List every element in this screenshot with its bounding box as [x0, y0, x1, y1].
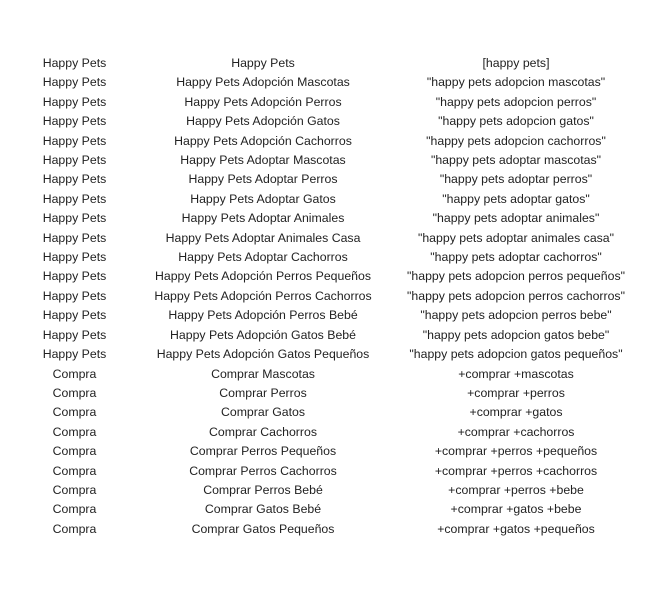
ad-group-cell: Happy Pets [42, 133, 107, 148]
match-type-cell: +comprar +perros +pequeños [434, 444, 598, 459]
match-type-cell: "happy pets adopcion gatos pequeños" [409, 347, 623, 362]
ad-group-cell: Happy Pets [42, 211, 107, 226]
match-type-cell: "happy pets adopcion gatos" [438, 114, 594, 129]
keyword-cell: Happy Pets Adopción Cachorros [174, 133, 352, 148]
ad-group-cell: Happy Pets [42, 191, 107, 206]
table-row [0, 112, 655, 131]
match-type-cell: "happy pets adopcion cachorros" [426, 133, 606, 148]
match-type-cell: +comprar +gatos +bebe [450, 502, 582, 517]
table-row [0, 190, 655, 209]
table-row [0, 170, 655, 189]
keyword-cell: Happy Pets Adopción Perros Pequeños [154, 269, 372, 284]
keyword-cell: Happy Pets Adopción Gatos Pequeños [156, 347, 370, 362]
match-type-cell: +comprar +perros [467, 385, 565, 400]
match-type-cell: +comprar +mascotas [458, 366, 574, 381]
keyword-cell: Happy Pets Adopción Mascotas [176, 75, 350, 90]
match-type-cell: "happy pets adopcion perros" [435, 94, 597, 109]
match-type-cell: "happy pets adoptar perros" [439, 172, 593, 187]
ad-group-cell: Compra [52, 502, 97, 517]
match-type-cell: "happy pets adoptar animales" [432, 211, 600, 226]
match-type-cell: "happy pets adoptar cachorros" [430, 250, 602, 265]
keyword-cell: Happy Pets Adoptar Cachorros [178, 250, 348, 265]
match-type-cell: "happy pets adopcion perros pequeños" [407, 269, 625, 284]
ad-group-cell: Compra [52, 385, 97, 400]
table-row [0, 306, 655, 325]
keyword-cell: Comprar Perros Bebé [203, 482, 323, 497]
ad-group-cell: Happy Pets [42, 114, 107, 129]
table-row [0, 73, 655, 92]
ad-group-cell: Happy Pets [42, 269, 107, 284]
match-type-cell: [happy pets] [482, 56, 550, 70]
match-type-cell: +comprar +perros +cachorros [434, 463, 598, 478]
ad-group-cell: Compra [52, 424, 97, 439]
ad-group-cell: Happy Pets [42, 308, 107, 323]
keyword-cell: Happy Pets Adopción Gatos Bebé [170, 327, 356, 342]
table-row [0, 481, 655, 500]
ad-group-cell: Compra [52, 444, 97, 459]
ad-group-cell: Compra [52, 366, 97, 381]
match-type-cell: "happy pets adopcion mascotas" [426, 75, 606, 90]
match-type-cell: "happy pets adopcion perros bebe" [420, 308, 612, 323]
ad-group-cell: Happy Pets [42, 75, 107, 90]
ad-group-cell: Happy Pets [42, 250, 107, 265]
table-row [0, 267, 655, 286]
keyword-cell: Comprar Perros Pequeños [189, 444, 337, 459]
match-type-cell: +comprar +gatos [469, 405, 563, 420]
ad-group-cell: Happy Pets [42, 327, 107, 342]
keyword-table-body [0, 54, 655, 539]
match-type-cell: "happy pets adoptar animales casa" [417, 230, 615, 245]
keyword-cell: Happy Pets Adoptar Gatos [190, 191, 336, 206]
match-type-cell: +comprar +cachorros [457, 424, 575, 439]
table-row [0, 209, 655, 228]
keyword-cell: Happy Pets Adoptar Perros [188, 172, 338, 187]
ad-group-cell: Happy Pets [42, 288, 107, 303]
ad-group-cell: Happy Pets [42, 94, 107, 109]
match-type-cell: "happy pets adoptar mascotas" [430, 153, 602, 168]
keyword-cell: Comprar Cachorros [209, 424, 317, 439]
keyword-cell: Comprar Perros Cachorros [189, 463, 337, 478]
table-row [0, 151, 655, 170]
table-row [0, 326, 655, 345]
table-row [0, 500, 655, 519]
table-row [0, 229, 655, 248]
match-type-cell: +comprar +gatos +pequeños [437, 521, 595, 536]
table-row [0, 462, 655, 481]
keyword-cell: Happy Pets Adopción Gatos [186, 114, 340, 129]
ad-group-cell: Compra [52, 482, 97, 497]
table-row [0, 423, 655, 442]
table-row [0, 403, 655, 422]
keyword-cell: Comprar Perros [219, 385, 307, 400]
keyword-cell: Happy Pets Adoptar Animales [181, 211, 345, 226]
keyword-cell: Happy Pets Adoptar Mascotas [180, 153, 346, 168]
table-row [0, 54, 655, 73]
keyword-cell: Comprar Mascotas [211, 366, 315, 381]
keyword-cell: Happy Pets Adoptar Animales Casa [165, 230, 361, 245]
match-type-cell: "happy pets adoptar gatos" [442, 191, 590, 206]
table-row [0, 345, 655, 364]
table-row [0, 93, 655, 112]
keyword-cell: Comprar Gatos [220, 405, 306, 420]
match-type-cell: "happy pets adopcion gatos bebe" [422, 327, 610, 342]
ad-group-cell: Happy Pets [42, 347, 107, 362]
table-row [0, 384, 655, 403]
table-row [0, 287, 655, 306]
keyword-cell: Happy Pets Adopción Perros Cachorros [154, 288, 372, 303]
match-type-cell: "happy pets adopcion perros cachorros" [407, 288, 625, 303]
ad-group-cell: Happy Pets [42, 230, 107, 245]
ad-group-cell: Happy Pets [42, 172, 107, 187]
ad-group-cell: Compra [52, 521, 97, 536]
match-type-cell: +comprar +perros +bebe [448, 482, 584, 497]
table-row [0, 520, 655, 539]
keyword-cell: Comprar Gatos Pequeños [191, 521, 335, 536]
ad-group-cell: Happy Pets [42, 153, 107, 168]
table-row [0, 132, 655, 151]
keyword-cell: Happy Pets [231, 56, 295, 70]
keyword-cell: Comprar Gatos Bebé [204, 502, 322, 517]
ad-group-cell: Compra [52, 405, 97, 420]
table-row [0, 248, 655, 267]
ad-group-cell: Compra [52, 463, 97, 478]
keyword-cell: Happy Pets Adopción Perros Bebé [168, 308, 358, 323]
ad-group-cell: Happy Pets [42, 56, 107, 70]
keyword-table [0, 54, 655, 539]
table-row [0, 442, 655, 461]
keyword-cell: Happy Pets Adopción Perros [184, 94, 342, 109]
table-row [0, 365, 655, 384]
